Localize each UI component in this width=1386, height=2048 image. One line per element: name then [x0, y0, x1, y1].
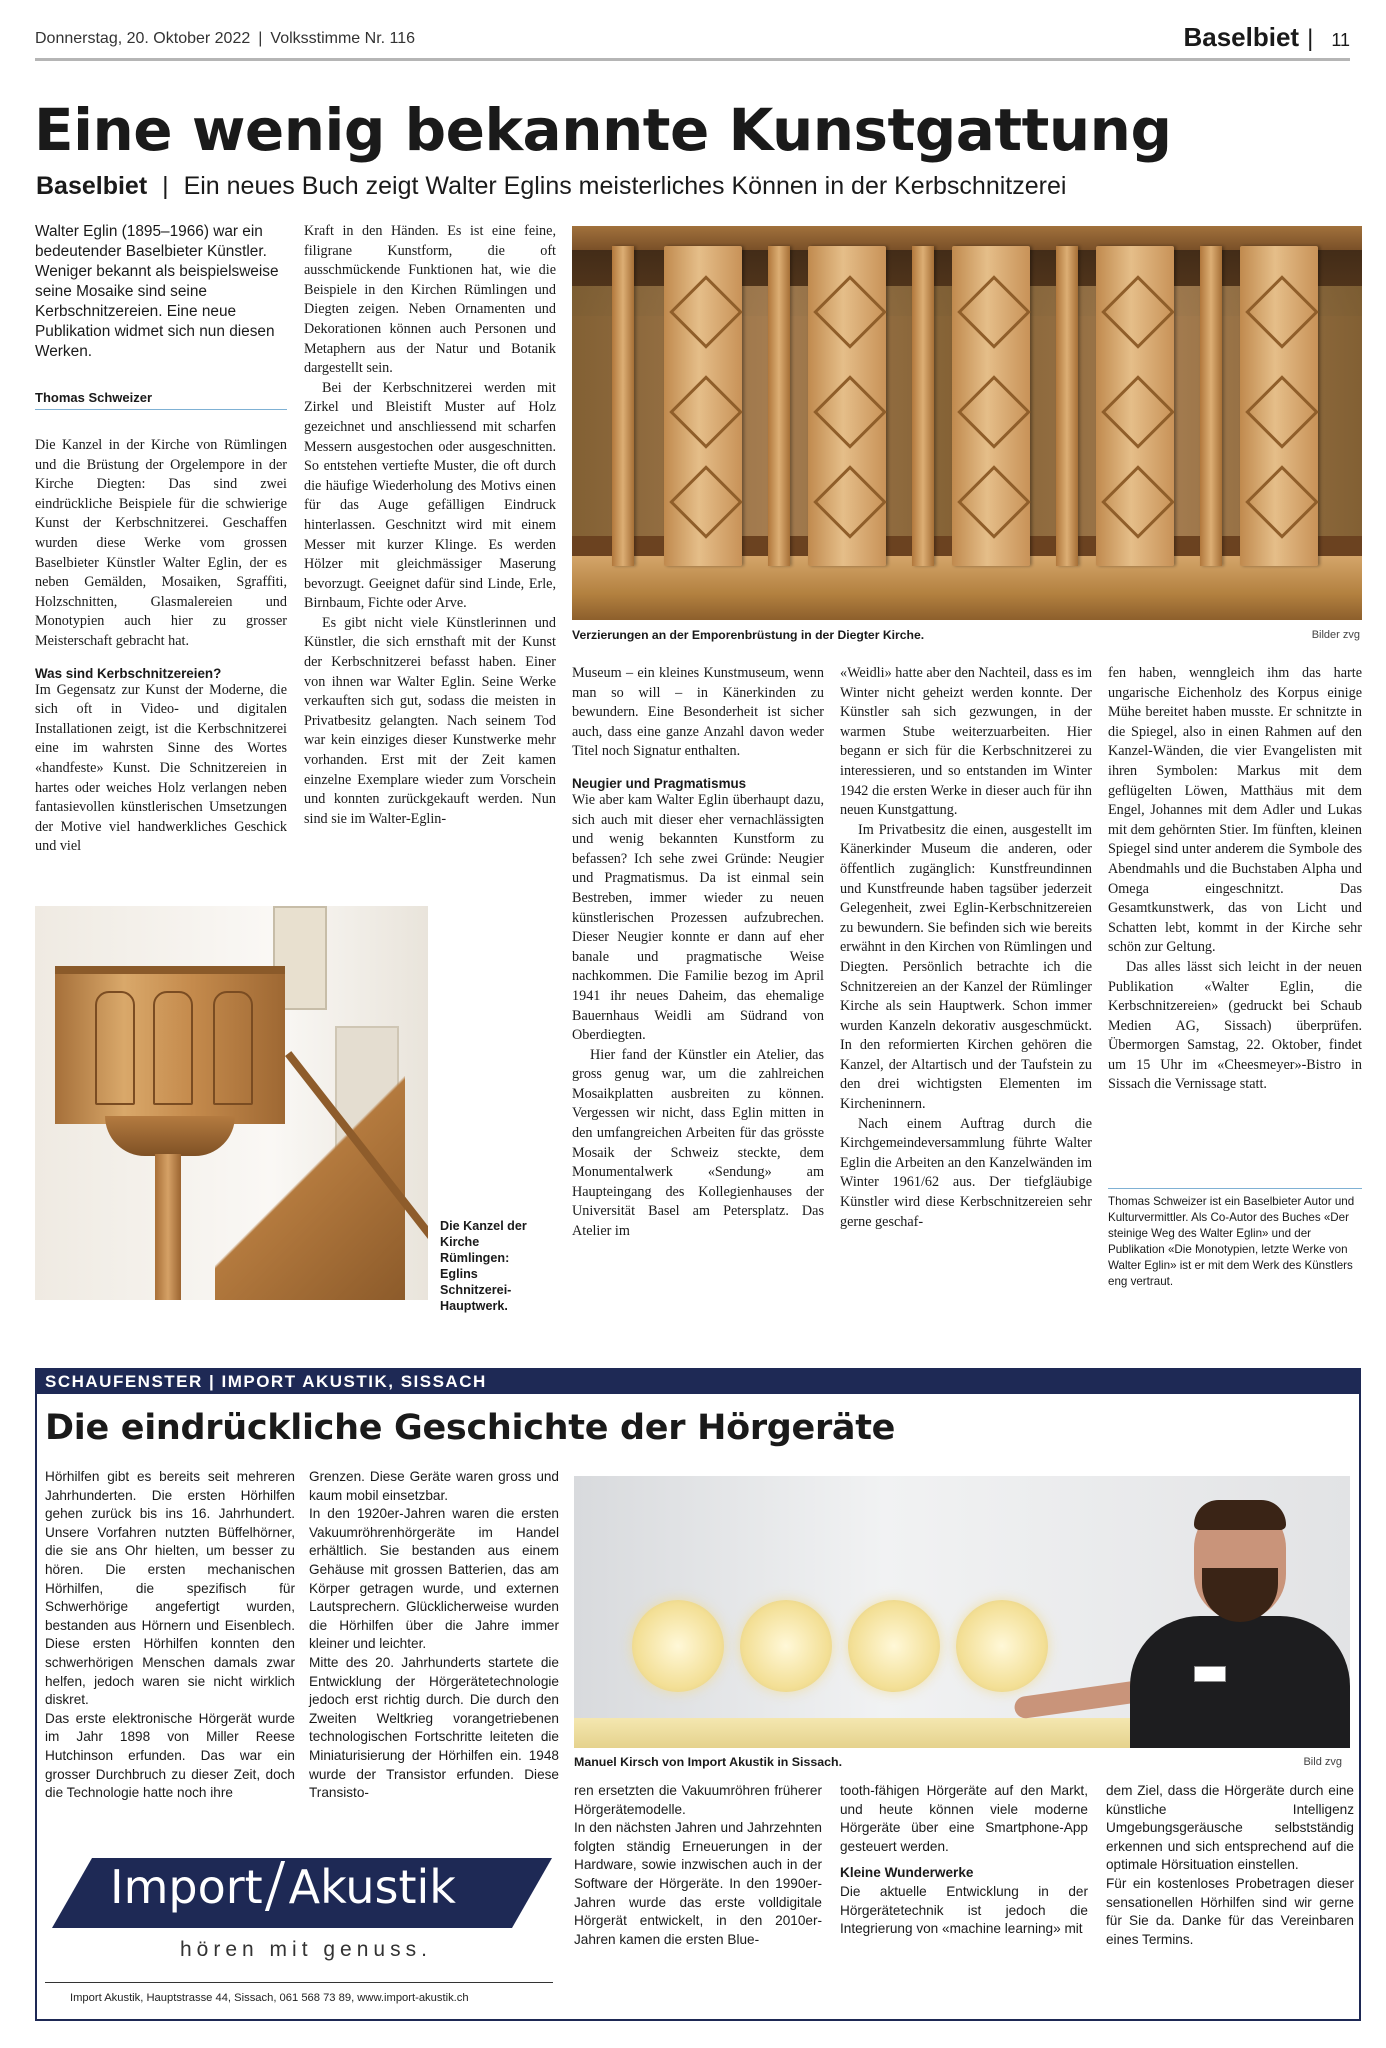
article-paragraph: Hier fand der Künstler ein Atelier, das gross genug war, um die zahlreichen Mosaikplatten ausbreiten zu können. Vergessen wir nicht, dass Eglin mitten in den umfangreichen Arbeiten für das grösste Mosaik der Schweiz steckte, dem Monumentalwerk «Sendung» am Haupteingang des Kollegienhauses der Universität Basel am Petersplatz. Das Atelier im [572, 1046, 824, 1240]
article-paragraph: Wie aber kam Walter Eglin überhaupt dazu, sich auch mit dieser eher vernachlässigten und wenig bekannten Kunstform zu befassen? Ich sehe zwei Gründe: Neugier und Pragmatismus. Da ist einmal sein Bestreben, immer wieder zu neuen künstlerischen Prozessen aufzubrechen. Dieser Neugier konnte er dann auf eher banale und pragmatische Weise nachkommen. Die Familie bezog im April 1941 ihr neues Daheim, das ehemalige Bauernhaus Weidli am Südrand von Oberdiegten. [572, 791, 824, 1044]
ad-paragraph: Die aktuelle Entwicklung in der Hörgerätetechnik ist jedoch die Integrierung von «machine learning» mit [840, 1883, 1088, 1937]
ad-subheading: Kleine Wunderwerke [840, 1865, 974, 1881]
article-paragraph: Im Gegensatz zur Kunst der Moderne, die sich oft in Video- und digitalen Installationen zeigt, ist die Kerbschnitzerei eine im wahrsten Sinne des Wortes «handfeste» Kunst. Die Schnitzereien in hartes oder weiches Holz verlangen neben fantasievollen künstlerischen Umsetzungen der Motive viel handwerkliches Geschick und viel [35, 681, 287, 855]
ad-paragraph: Für ein kostenloses Probetragen dieser sensationellen Hörhilfen sind wir gerne für Sie da. Danke für das Vereinbaren eines Termins. [1106, 1875, 1354, 1947]
photo-caption: Manuel Kirsch von Import Akustik in Sissach. [574, 1755, 843, 1769]
ad-column-3 [574, 1782, 822, 1949]
article-column-4 [840, 664, 1092, 1232]
section-header [1183, 22, 1350, 53]
article-column-5 [1108, 664, 1362, 1095]
article-paragraph: Es gibt nicht viele Künstlerinnen und Künstler, die sich ernsthaft mit der Kunst der Kerbschnitzerei befasst haben. Einer von ihnen war Walter Eglin. Seine Werke verkauften sich gut, sodass die meisten in Privatbesitz gelangten. Nach seinem Tod war kein einziges dieser Kunstwerke mehr vorhanden. Erst mit der Zeit kamen einzelne Exemplare wieder zum Vorschein und konnten zurückgekauft werden. Nun sind sie im Walter-Eglin- [304, 614, 556, 827]
header-separator: | [258, 30, 263, 47]
photo-credit: Bilder zvg [1311, 629, 1360, 641]
ad-paragraph: In den nächsten Jahren und Jahrzehnten folgten ständig Erneuerungen in der Hardware, sowie inzwischen auch in der Software der Hörgeräte. In den 1990er-Jahren wurde das erste volldigitale Hörgerät entwickelt, in den 2010er-Jahren kamen die ersten Blue- [574, 1820, 822, 1947]
ad-paragraph: tooth-fähigen Hörgeräte auf den Markt, und heute können viele moderne Hörgeräte über eine Smartphone-App gesteuert werden. [840, 1783, 1088, 1854]
article-column-2 [304, 222, 556, 829]
business-address: Import Akustik, Hauptstrasse 44, Sissach, 061 568 73 89, www.import-akustik.ch [70, 1992, 469, 2004]
photo-credit: Bild zvg [1303, 1756, 1342, 1768]
ad-paragraph: Mitte des 20. Jahrhunderts startete die Entwicklung der Hörgerätetechnologie jedoch erst richtig durch. Die durch den Zweiten Weltkrieg vorangetriebenen technologischen Fortschritte leiteten die Miniaturisierung der Hörhilfen ein. 1948 wurde der Transistor erfunden. Diese Transisto- [309, 1654, 559, 1801]
header-rule [35, 58, 1350, 61]
photo-pulpit [35, 906, 428, 1300]
section-separator: | [1307, 25, 1314, 52]
ad-paragraph: Grenzen. Diese Geräte waren gross und kaum mobil einsetzbar. [309, 1469, 559, 1503]
bio-rule [1108, 1188, 1362, 1189]
article-paragraph: Die Kanzel in der Kirche von Rümlingen und die Brüstung der Orgelempore in der Kirche Diegten: Das sind zwei eindrückliche Beispiele für die schwierige Kunst der Kerbschnitzerei. Geschaffen wurden diese Werke vom grossen Baselbieter Künstler Walter Eglin, der es neben Gemälden, Mosaiken, Sgraffiti, Holzschnitten, Glasmalereien und Monotypien auch hier zu grosser Meisterschaft gebracht hat. [35, 437, 287, 649]
article-subheading: Neugier und Pragmatismus [572, 775, 747, 791]
article-subheading: Was sind Kerbschnitzereien? [35, 665, 222, 681]
ad-column-2 [309, 1468, 559, 1803]
photo-emporen-railing [572, 226, 1362, 620]
ad-paragraph: dem Ziel, dass die Hörgeräte durch eine künstliche Intelligenz Umgebungsgeräusche selbstständig erkennen und sich entsprechend auf die optimale Hörsituation einstellen. [1106, 1783, 1354, 1873]
logo-word-akustik: Akustik [288, 1860, 456, 1914]
advertorial-title: Die eindrückliche Geschichte der Hörgeräte [45, 1408, 896, 1448]
article-author: Thomas Schweizer [35, 390, 287, 410]
article-paragraph: Im Privatbesitz die einen, ausgestellt im Känerkinder Museum die anderen, oder öffentlich zugänglich: Kunstfreundinnen und Kunstfreunde haben tagsüber jederzeit Gelegenheit, zwei Eglin-Kerbschnitzereien zu bewundern. Sie befinden sich wie bereits erwähnt in den Kirchen von Rümlingen und Diegten. Persönlich betrachte ich die Schnitzereien an der Kanzel der Rümlinger Kirche als sein Hauptwerk. Schon immer wurden Kanzeln dekorativ ausgeschmückt. In den reformierten Kirchen gehören die Kanzel, der Altartisch und der Taufstein zu den drei wichtigsten Elementen im Kircheninnern. [840, 821, 1092, 1113]
article-subtitle [36, 172, 1066, 201]
photo-caption: Die Kanzel der Kirche Rümlingen: Eglins Schnitzerei-Hauptwerk. [440, 1219, 527, 1313]
ad-paragraph: Das erste elektronische Hörgerät wurde im Jahr 1898 von Miller Reese Hutchinson erfunden. Das war ein grosser Durchbruch zu dieser Zeit, doch die Technologie hatte noch ihre [45, 1710, 295, 1801]
article-paragraph: Das alles lässt sich leicht in der neuen Publikation «Walter Eglin, die Kerbschnitzereien» (gedruckt bei Schaub Medien AG, Sissach) überprüfen. Übermorgen Samstag, 22. Oktober, findet um 15 Uhr im «Cheesmeyer»-Bistro in Sissach die Vernissage statt. [1108, 958, 1362, 1093]
ad-paragraph: ren ersetzten die Vakuumröhren früherer Hörgerätemodelle. [574, 1783, 822, 1817]
article-column-3 [572, 664, 824, 1242]
logo-tagline: hören mit genuss. [180, 1938, 432, 1961]
author-bio: Thomas Schweizer ist ein Baselbieter Autor und Kulturvermittler. Als Co-Autor des Buches «Der steinige Weg des Walter Eglin» und der Publikation «Die Monotypien, letzte Werke von Walter Eglin» ist er mit dem Werk des Künstlers eng vertraut. [1108, 1195, 1355, 1288]
article-paragraph: Nach einem Auftrag durch die Kirchgemeindeversammlung führte Walter Eglin die Arbeiten an den Kanzelwänden im Winter 1961/62 aus. Der tiefgläubige Künstler wird diese Kerbschnitzereien sehr gerne geschaf- [840, 1115, 1092, 1230]
issue-number: Volksstimme Nr. 116 [270, 30, 416, 47]
article-title: Eine wenig bekannte Kunstgattung [34, 96, 1172, 164]
ad-paragraph: In den 1920er-Jahren waren die ersten Vakuumröhrenhörgeräte im Handel erhältlich. Sie bestanden aus einem Gehäuse mit grossen Batterien, das am Körper getragen wurde, und externen Lautsprechern. Glücklicherweise wurden die Hörhilfen über die Jahre immer kleiner und leichter. [309, 1506, 559, 1652]
article-paragraph: Bei der Kerbschnitzerei werden mit Zirkel und Bleistift Muster auf Holz gezeichnet und anschliessend mit scharfen Messern ausgestochen oder ausgeschnitten. So entstehen vertiefte Muster, die oft durch die häufige Wiederholung des Motivs einen für das Auge gefälligen Eindruck hinterlassen. Geschnitzt wird mit einem Messer mit kurzer Klinge. Es werden Hölzer mit gleichmässiger Maserung bevorzugt. Geeignet dafür sind Linde, Erle, Birnbaum, Fichte oder Arve. [304, 379, 556, 612]
article-paragraph: fen haben, wenngleich ihm das harte ungarische Eichenholz des Korpus einige Mühe bereitet haben musste. Er schnitzte in die Spiegel, also in einen Rahmen auf den Kanzel-Wänden, die vier Evangelisten mit ihren Symbolen: Markus mit dem geflügelten Löwen, Matthäus mit dem Engel, Johannes mit dem Adler und Lukas mit dem gehörnten Stier. Im fünften, kleinen Spiegel sind unter anderem die Symbole des Abendmahls und die Buchstaben Alpha und Omega eingeschnitzt. Das Gesamtkunstwerk, das von Licht und Schatten lebt, kommt in der Kirche sehr schön zur Geltung. [1108, 665, 1362, 956]
issue-date: Donnerstag, 20. Oktober 2022 [35, 30, 251, 47]
page-header-meta [35, 30, 415, 48]
photo-caption: Verzierungen an der Emporenbrüstung in der Diegter Kirche. [572, 628, 925, 642]
page-number: 11 [1331, 30, 1350, 50]
article-subtitle-text: Ein neues Buch zeigt Walter Eglins meisterliches Können in der Kerbschnitzerei [183, 172, 1067, 200]
article-paragraph: «Weidli» hatte aber den Nachteil, dass es im Winter nicht geheizt werden konnte. Der Künstler sah sich gezwungen, in der warmen Stube weiterzuarbeiten. Hier begann er sich für die Kerbschnitzerei zu interessieren, und so entstanden im Winter 1942 die ersten Werke in dieser auch für ihn neuen Kunstgattung. [840, 665, 1092, 819]
ad-column-4 [840, 1782, 1088, 1939]
article-kicker: Baselbiet [36, 172, 148, 200]
advertorial-banner: SCHAUFENSTER | IMPORT AKUSTIK, SISSACH [37, 1370, 1359, 1394]
ad-column-5 [1106, 1782, 1354, 1949]
address-rule [45, 1982, 553, 1983]
kicker-separator: | [162, 172, 169, 200]
logo-word-import: Import [110, 1860, 263, 1914]
article-lead: Walter Eglin (1895–1966) war ein bedeutender Baselbieter Künstler. Weniger bekannt als beispielsweise seine Mosaike sind seine Kerbschnitzereien. Eine neue Publikation widmet sich nun diesen Werken. [35, 223, 279, 360]
article-column-1 [35, 222, 287, 857]
import-akustik-logo [110, 1860, 456, 1914]
ad-paragraph: Hörhilfen gibt es bereits seit mehreren Jahrhunderten. Die ersten Hörhilfen gehen zurück bis ins 16. Jahrhundert. Unsere Vorfahren nutzten Büffelhörner, die sie ans Ohr hielten, um besser zu hören. Die ersten mechanischen Hörhilfen, die spezifisch für Schwerhörige angefertigt wurden, bestanden aus Hörnern und Eisenblech. Diese ersten Hörhilfen konnten den schwerhörigen Menschen damals zwar helfen, jedoch waren sie nicht wirklich diskret. [45, 1469, 295, 1708]
article-paragraph: Kraft in den Händen. Es ist eine feine, filigrane Kunstform, die oft ausschmückende Funktionen hat, wie die Beispiele in den Kirchen Rümlingen und Diegten zeigen. Neben Ornamenten und Dekorationen können auch Personen und Metaphern aus der Natur und Botanik dargestellt sein. [304, 223, 556, 377]
photo-manuel-kirsch [574, 1476, 1350, 1748]
ad-column-1 [45, 1468, 295, 1803]
section-name: Baselbiet [1183, 22, 1300, 52]
article-paragraph: Museum – ein kleines Kunstmuseum, wenn man so will – in Känerkinden zu bewundern. Eine Besonderheit ist sicher auch, dass eine ganze Anzahl davon weder Titel noch Signatur enthalten. [572, 665, 824, 760]
